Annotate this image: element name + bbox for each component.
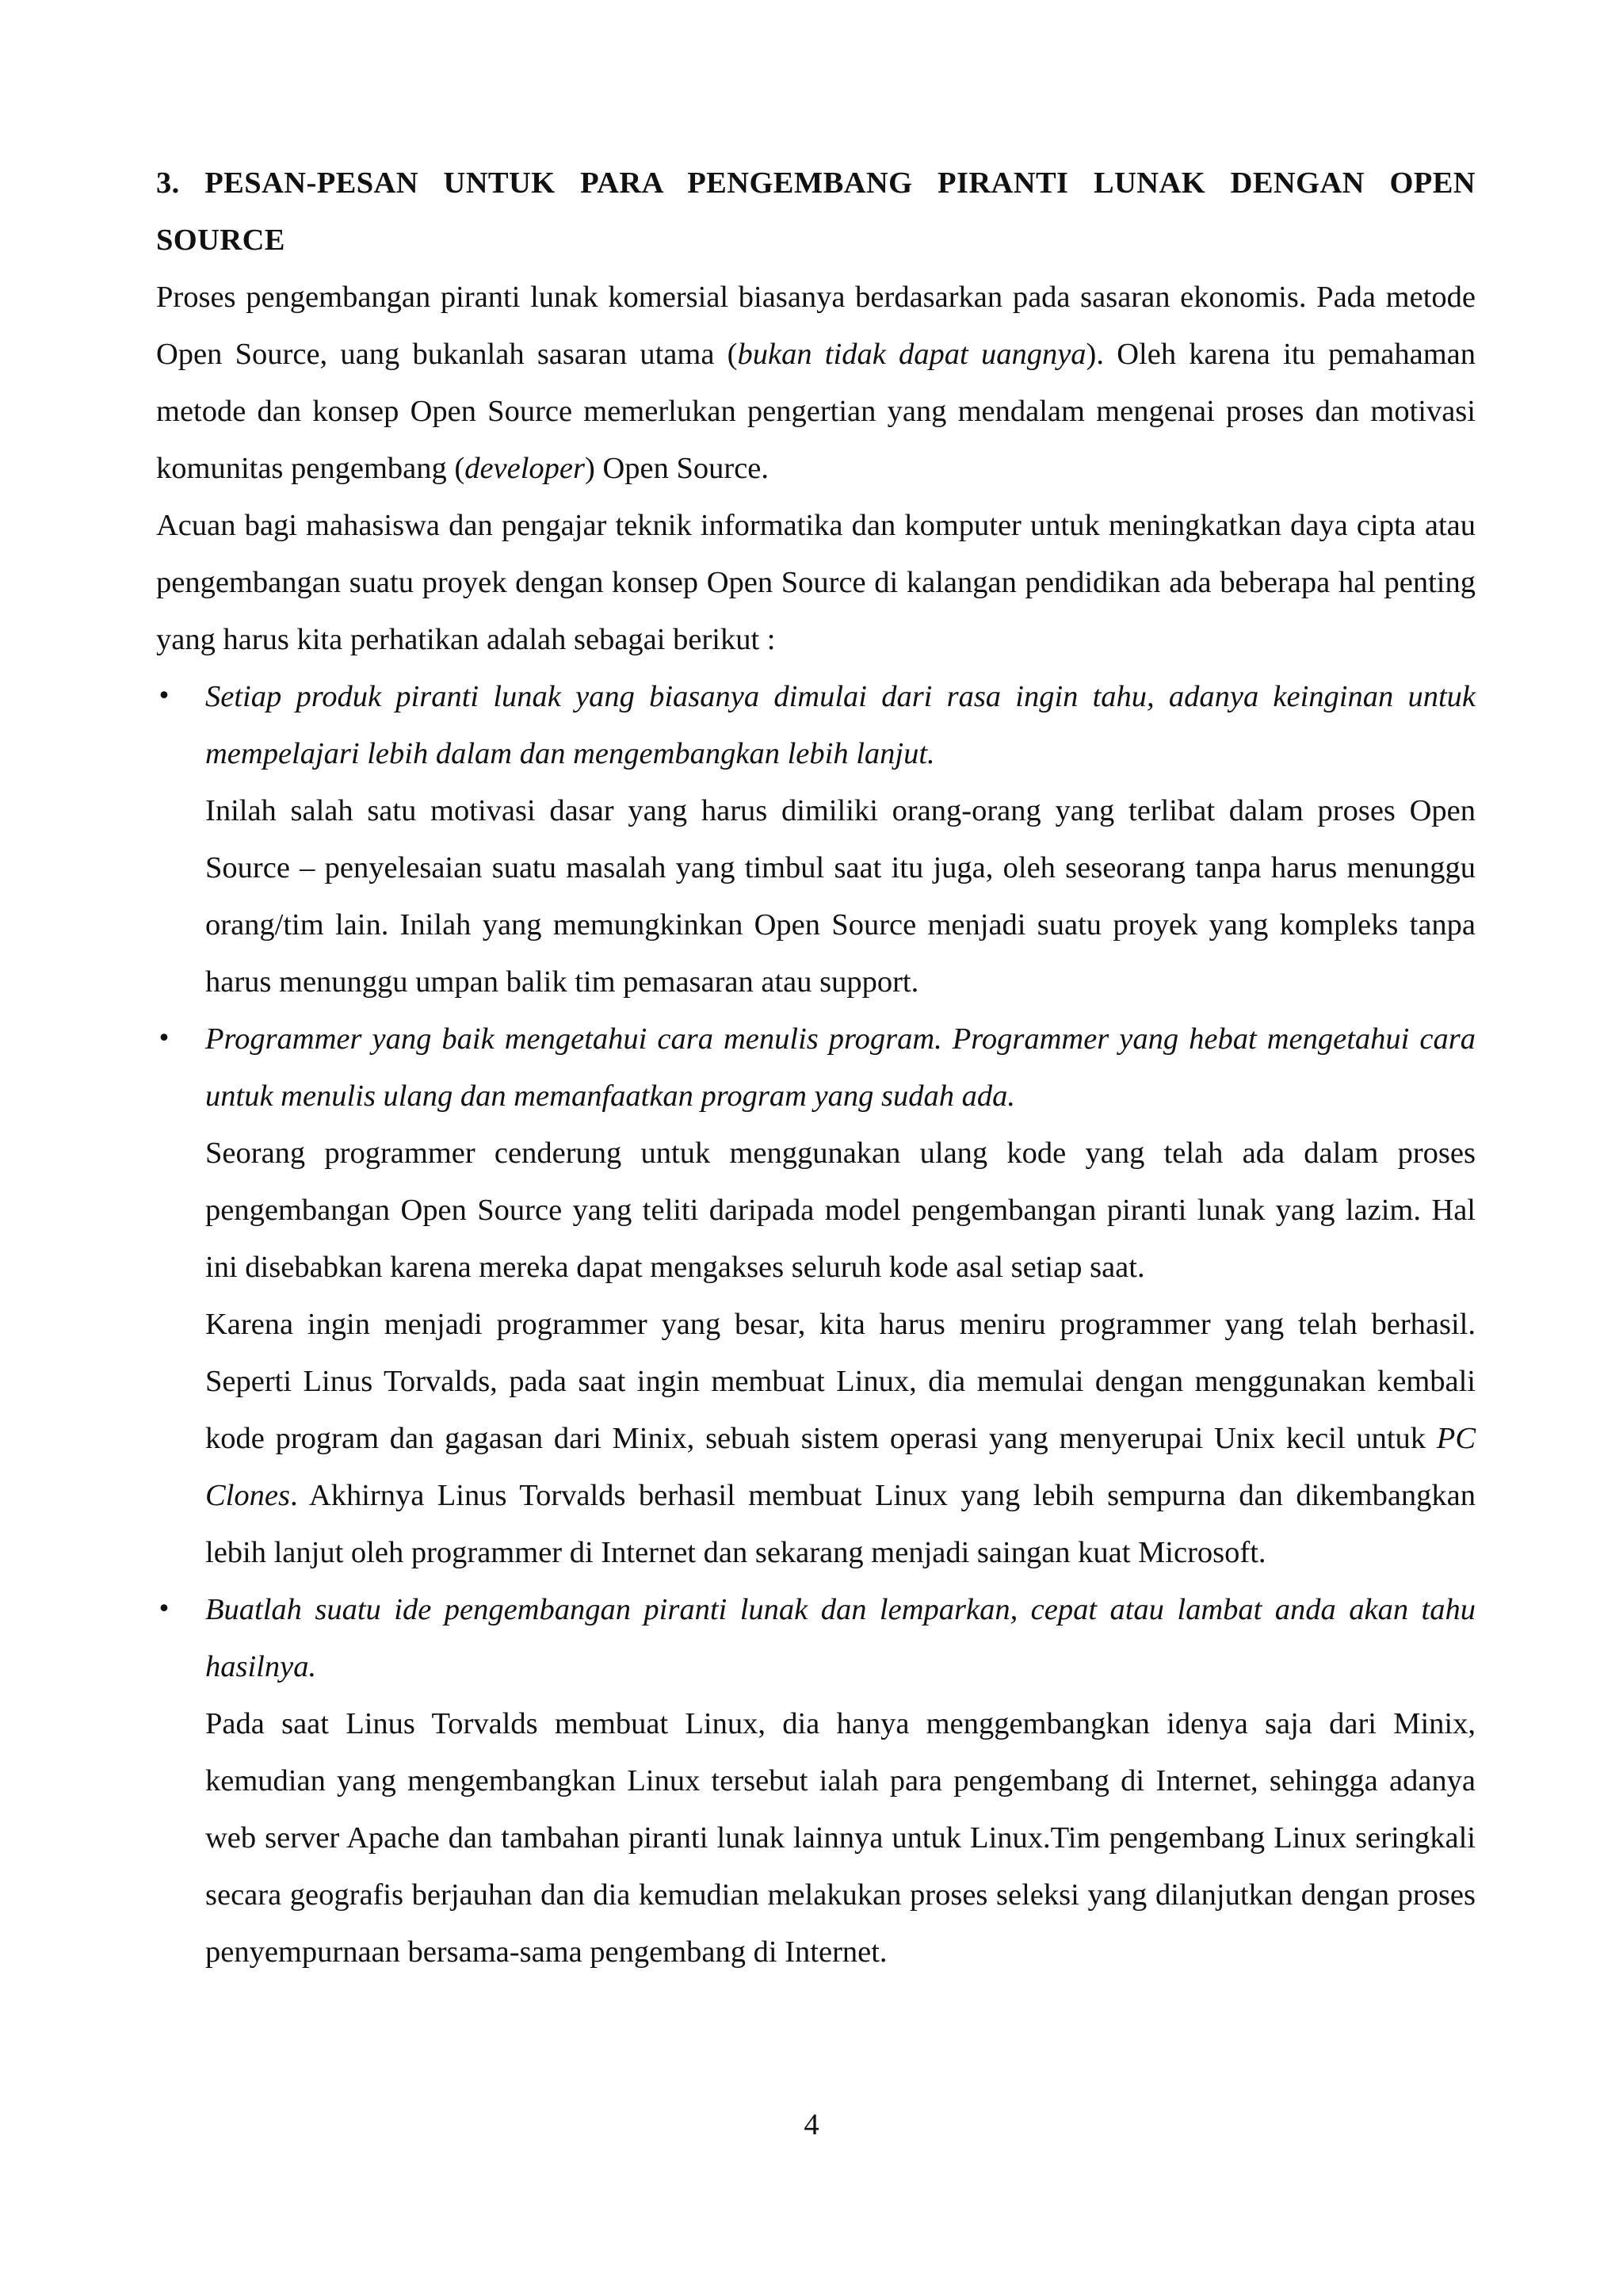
page-number: 4 (804, 2108, 819, 2141)
list-item (156, 1581, 1476, 1981)
section-heading: 3. PESAN-PESAN UNTUK PARA PENGEMBANG PIRANTI LUNAK DENGAN OPEN SOURCE (156, 166, 1476, 257)
intro-text-c: ) Open Source. (585, 452, 769, 485)
list-item (156, 1010, 1476, 1581)
point-body-2 (205, 1296, 1476, 1581)
bullet-icon: • (157, 1025, 171, 1052)
point-body-text-b: . Akhirnya Linus Torvalds berhasil membuat Linux yang lebih sempurna dan dikembangkan lebih lanjut oleh programmer di Internet dan sekarang menjadi saingan kuat Microsoft. (205, 1479, 1476, 1569)
intro-paragraph-2: Acuan bagi mahasiswa dan pengajar teknik informatika dan komputer untuk meningkatkan daya cipta atau pengembangan suatu proyek dengan konsep Open Source di kalangan pendidikan ada beberapa hal penting yang harus kita perhatikan adalah sebagai berikut : (156, 509, 1476, 656)
bullet-icon: • (157, 682, 171, 710)
list-item (156, 668, 1476, 1010)
bullet-icon: • (157, 1595, 171, 1623)
document-page (156, 155, 1476, 1981)
point-title: Setiap produk piranti lunak yang biasanya dimulai dari rasa ingin tahu, adanya keinginan untuk mempelajari lebih dalam dan mengembangkan lebih lanjut. (205, 680, 1476, 770)
intro-paragraph-1 (156, 269, 1476, 497)
point-body: Inilah salah satu motivasi dasar yang harus dimiliki orang-orang yang terlibat dalam proses Open Source – penyelesaian suatu masalah yang timbul saat itu juga, oleh seseorang tanpa harus menunggu orang/tim lain. Inilah yang memungkinkan Open Source menjadi suatu proyek yang kompleks tanpa harus menunggu umpan balik tim pemasaran atau support. (205, 794, 1476, 999)
point-body-text-a: Karena ingin menjadi programmer yang besar, kita harus meniru programmer yang telah berhasil. Seperti Linus Torvalds, pada saat ingin membuat Linux, dia memulai dengan menggunakan kembali kode program dan gagasan dari Minix, sebuah sistem operasi yang menyerupai Unix kecil untuk (205, 1308, 1476, 1455)
intro-text-b: ). Oleh karena itu pemahaman metode dan konsep Open Source memerlukan pengertian yang mendalam mengenai proses dan motivasi komunitas pengembang ( (156, 338, 1476, 485)
intro-emphasis-2: developer (464, 452, 585, 485)
intro-text-a: Proses pengembangan piranti lunak komersial biasanya berdasarkan pada sasaran ekonomis. Pada metode Open Source, uang bukanlah sasaran utama ( (156, 281, 1476, 371)
point-title: Buatlah suatu ide pengembangan piranti lunak dan lemparkan, cepat atau lambat anda akan tahu hasilnya. (205, 1593, 1476, 1683)
point-body: Pada saat Linus Torvalds membuat Linux, dia hanya menggembangkan idenya saja dari Minix, kemudian yang mengembangkan Linux tersebut ialah para pengembang di Internet, sehingga adanya web server Apache dan tambahan piranti lunak lainnya untuk Linux.Tim pengembang Linux seringkali secara geografis berjauhan dan dia kemudian melakukan proses seleksi yang dilanjutkan dengan proses penyempurnaan bersama-sama pengembang di Internet. (205, 1707, 1476, 1969)
point-body-emphasis: PC Clones (205, 1422, 1476, 1512)
bullet-list (156, 668, 1476, 1981)
intro-emphasis-1: bukan tidak dapat uangnya (737, 338, 1086, 371)
point-title: Programmer yang baik mengetahui cara menulis program. Programmer yang hebat mengetahui cara untuk menulis ulang dan memanfaatkan program yang sudah ada. (205, 1022, 1476, 1113)
point-body: Seorang programmer cenderung untuk menggunakan ulang kode yang telah ada dalam proses pengembangan Open Source yang teliti daripada model pengembangan piranti lunak yang lazim. Hal ini disebabkan karena mereka dapat mengakses seluruh kode asal setiap saat. (205, 1137, 1476, 1284)
